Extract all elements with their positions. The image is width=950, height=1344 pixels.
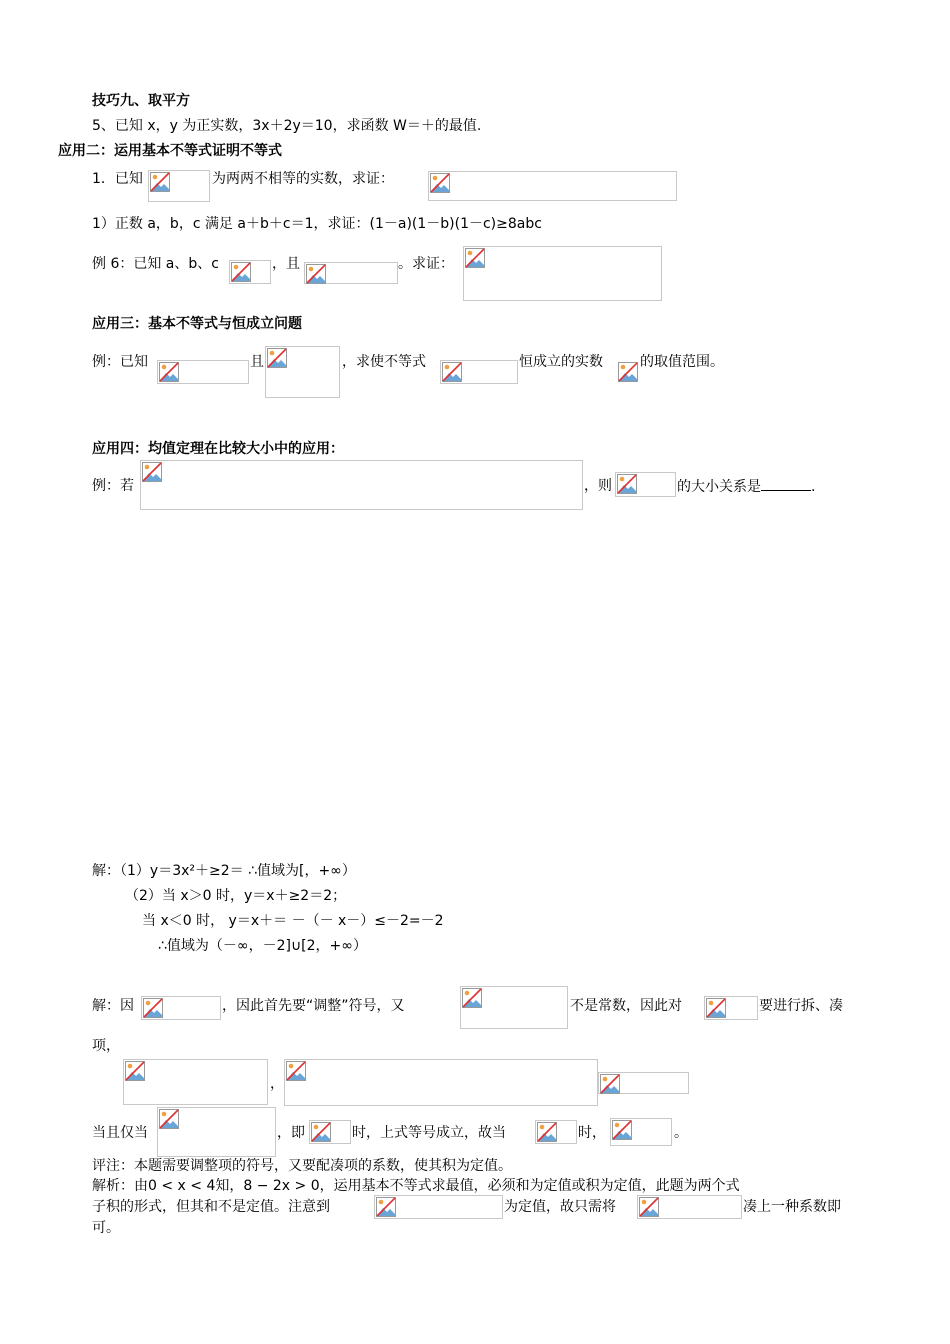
broken-image-icon	[706, 998, 726, 1018]
solution-2-equality: 时，上式等号成立，故当	[352, 1125, 506, 1141]
formula-image	[157, 360, 249, 384]
example-4-relation	[677, 477, 815, 496]
broken-image-icon	[442, 362, 462, 382]
formula-image	[284, 1059, 598, 1106]
broken-image-icon	[142, 462, 162, 482]
section-heading-technique-9: 技巧九、取平方	[92, 93, 190, 109]
problem-1b: 1）正数 a，b，c 满足 a＋b＋c＝1，求证：(1－a)(1－b)(1－c)≥8abc	[92, 216, 542, 232]
example-3-text: ，求使不等式	[342, 354, 426, 370]
solution-2-text-4: 项，	[92, 1038, 120, 1054]
broken-image-icon	[465, 248, 485, 268]
formula-image	[304, 262, 398, 284]
question-5: 5、已知 x，y 为正实数，3x＋2y＝10，求函数 W＝＋的最值.	[92, 118, 482, 134]
broken-image-icon	[639, 1197, 659, 1217]
solution-2-text-3: 要进行拆、凑	[759, 998, 843, 1014]
example-3-lead: 例：已知	[92, 354, 148, 370]
formula-image	[265, 346, 340, 398]
solution-1-line-1: 解：（1）y＝3x²＋≥2＝ ∴值域为[，+∞）	[92, 863, 356, 879]
analysis-line-2-a: 子积的形式，但其和不是定值。注意到	[92, 1199, 330, 1215]
solution-2-text-1: ，因此首先要“调整”符号，又	[222, 998, 405, 1014]
broken-image-icon	[311, 1122, 331, 1142]
broken-image-icon	[537, 1122, 557, 1142]
formula-image	[637, 1195, 742, 1219]
example-4-period: .	[811, 479, 816, 495]
formula-image	[229, 260, 271, 284]
formula-image	[460, 986, 568, 1029]
answer-blank[interactable]	[761, 477, 811, 491]
problem-1-text: 为两两不相等的实数，求证：	[212, 171, 394, 187]
solution-2-when: 当且仅当	[92, 1125, 148, 1141]
example-6-lead: 例 6：已知 a、b、c	[92, 256, 219, 272]
formula-image	[618, 362, 639, 383]
section-heading-application-3: 应用三：基本不等式与恒成立问题	[92, 316, 302, 332]
broken-image-icon	[306, 264, 326, 284]
example-4-relation-text: 的大小关系是	[677, 479, 761, 495]
solution-2-ie: ，即	[277, 1125, 305, 1141]
solution-1-line-4: ∴值域为（－∞，－2]∪[2，+∞）	[158, 938, 367, 954]
solution-1-line-2: （2）当 x＞0 时，y＝x＋≥2＝2；	[125, 888, 347, 904]
example-4-then: ，则	[584, 478, 612, 494]
solution-2-time: 时，	[578, 1125, 606, 1141]
formula-image	[535, 1120, 577, 1144]
comment: 评注：本题需要调整项的符号，又要配凑项的系数，使其积为定值。	[92, 1158, 512, 1174]
analysis-line-2-b: 为定值，故只需将	[504, 1199, 616, 1215]
analysis-line-2-c: 凑上一种系数即	[743, 1199, 841, 1215]
formula-image	[374, 1195, 503, 1219]
formula-image	[440, 360, 518, 384]
comma: ，	[270, 1076, 284, 1092]
formula-image	[141, 996, 221, 1020]
formula-image	[598, 1072, 689, 1094]
broken-image-icon	[617, 474, 637, 494]
broken-image-icon	[618, 362, 638, 382]
broken-image-icon	[612, 1120, 632, 1140]
broken-image-icon	[267, 348, 287, 368]
formula-image	[610, 1118, 672, 1146]
formula-image	[704, 996, 758, 1020]
example-3-text-2: 恒成立的实数	[519, 354, 603, 370]
broken-image-icon	[600, 1074, 620, 1094]
example-6-and: ，且	[272, 256, 300, 272]
formula-image	[428, 171, 677, 201]
broken-image-icon	[462, 988, 482, 1008]
formula-image	[157, 1107, 276, 1157]
broken-image-icon	[159, 362, 179, 382]
broken-image-icon	[143, 998, 163, 1018]
formula-image	[463, 246, 662, 301]
solution-1-line-3: 当 x＜0 时， y＝x＋＝ －（－ x－）≤－2=－2	[142, 913, 444, 929]
formula-image	[140, 460, 583, 510]
formula-image	[309, 1120, 351, 1144]
formula-image	[123, 1059, 268, 1105]
section-heading-application-4: 应用四：均值定理在比较大小中的应用：	[92, 441, 344, 457]
problem-1-lead: 1．已知	[92, 171, 143, 187]
analysis-line-1: 解析：由0 < x < 4知，8 − 2x > 0，运用基本不等式求最值，必须和为定值或积为定值，此题为两个式	[92, 1178, 740, 1194]
example-4-lead: 例：若	[92, 478, 134, 494]
broken-image-icon	[125, 1061, 145, 1081]
formula-image	[148, 170, 210, 202]
solution-2-lead: 解：因	[92, 998, 134, 1014]
broken-image-icon	[430, 173, 450, 193]
broken-image-icon	[376, 1197, 396, 1217]
broken-image-icon	[150, 172, 170, 192]
broken-image-icon	[286, 1061, 306, 1081]
solution-2-text-2: 不是常数，因此对	[570, 998, 682, 1014]
formula-image	[615, 472, 676, 497]
broken-image-icon	[231, 262, 251, 282]
section-heading-application-2: 应用二：运用基本不等式证明不等式	[58, 143, 282, 159]
example-6-prove: 。求证：	[398, 256, 454, 272]
example-3-text-3: 的取值范围。	[640, 354, 724, 370]
example-3-and: 且	[250, 354, 264, 370]
broken-image-icon	[159, 1109, 179, 1129]
analysis-line-3: 可。	[92, 1220, 120, 1236]
solution-2-end: 。	[674, 1125, 688, 1141]
